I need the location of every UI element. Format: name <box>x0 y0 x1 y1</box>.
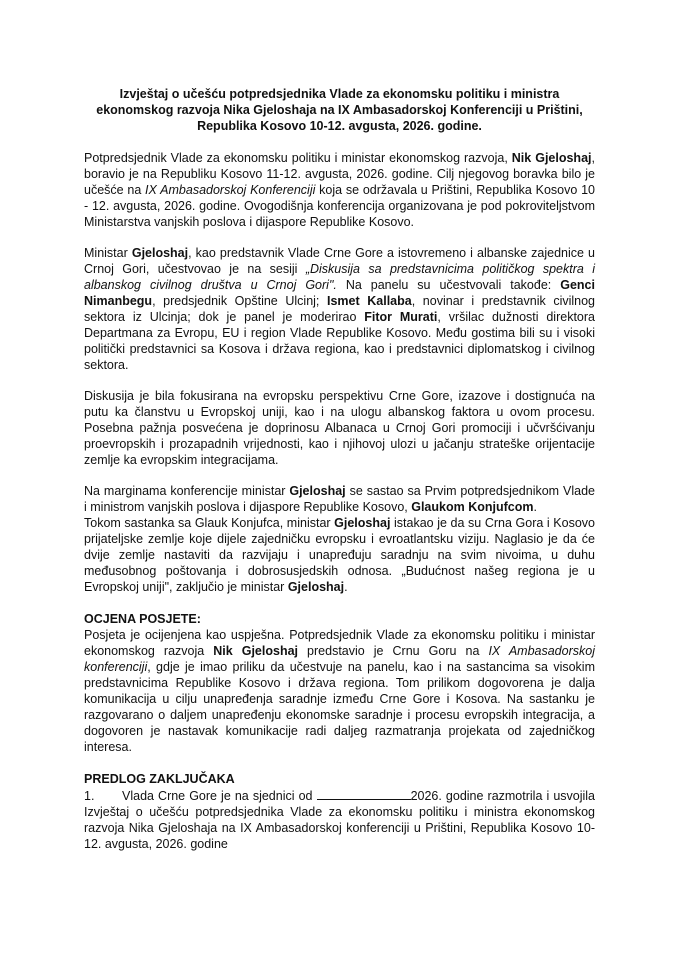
paragraph-discussion: Diskusija je bila fokusirana na evropsku perspektivu Crne Gore, izazove i dostignuća na putu ka članstvu u Evropskoj uniji, kao i na ulogu albanskog faktora u ovom procesu. Posebna pažnja posvećena je doprinosu Albanaca u Crnoj Gori promociji i učvršćivanju proevropskih i prozapadnih vrijednosti, kao i njihovoj ulozi u jačanju strateške orijentacije zemlje ka evropskim integracijama. <box>84 389 595 467</box>
text-run: , boravio je na Republiku Kosovo 11-12. avgusta, 2026. godine. Cilj njegovog boravka bilo je učešće na <box>84 151 595 197</box>
text-run: Na marginama konferencije ministar <box>84 484 290 498</box>
person-name: Gjeloshaj <box>287 580 345 594</box>
text-run: . <box>533 500 537 514</box>
person-name: Gjeloshaj <box>131 246 189 260</box>
paragraph-conclusion-1 <box>84 787 595 852</box>
list-number: 1. <box>84 789 95 803</box>
text-run: Potpredsjednik Vlade za ekonomsku politiku i ministar ekonomskog razvoja, <box>84 151 512 165</box>
person-name: Gjeloshaj <box>289 484 346 498</box>
title-line-3: Republika Kosovo 10-12. avgusta, 2026. godine. <box>197 119 482 133</box>
text-run: , predsjednik Opštine Ulcinj; <box>152 294 327 308</box>
text-run: . <box>344 580 348 594</box>
section-heading-conclusions: PREDLOG ZAKLJUČAKA <box>84 772 235 786</box>
text-run: Posjeta je ocijenjena kao uspješna. Potpredsjednik Vlade za ekonomsku politiku i ministar ekonomskog razvoja <box>84 628 595 658</box>
paragraph-intro <box>84 150 595 230</box>
text-run: istakao je da su Crna Gora i Kosovo prijateljske zemlje koje dijele zajedničku evropsku i evroatlantsku viziju. Naglasio je da će dvije zemlje nastaviti da razvijaju i unapređuju saradnju na svim nivoima, u duhu međusobnog poštovanja i dobrosusjedskih odnosa. „Budućnost našeg regiona je u Evropskoj uniji", zaključio je ministar <box>84 516 595 594</box>
person-name: Nik Gjeloshaj <box>213 644 299 658</box>
title-line-2: ekonomskog razvoja Nika Gjeloshaja na IX Ambasadorskoj Konferenciji u Prištini, <box>96 103 583 117</box>
session-name: „Diskusija sa predstavnicima političkog spektra i albanskog civilnog društva u Crnoj Gori". <box>84 262 595 292</box>
person-name: Fitor Murati <box>364 310 438 324</box>
text-run: , kao predstavnik Vlade Crne Gore a istovremeno i albanske zajednice u Crnoj Gori, učestvovao je na sesiji <box>84 246 595 276</box>
section-heading-assessment: OCJENA POSJETE: <box>84 612 201 626</box>
paragraph-meeting <box>84 515 595 595</box>
person-name: Genci Nimanbegu <box>84 278 595 308</box>
paragraph-assessment <box>84 627 595 755</box>
text-run: Ministar <box>84 246 132 260</box>
text-run: , novinar i predstavnik civilnog sektora iz Ulcinja; dok je panel je moderirao <box>84 294 596 324</box>
paragraph-margins <box>84 483 595 515</box>
event-name: IX Ambasadorskoj konferenciji <box>84 644 595 674</box>
date-blank-line <box>317 787 411 800</box>
text-run: , gdje je imao priliku da učestvuje na panelu, kao i na sastancima sa visokim predstavnicima Republike Kosovo i država regiona. Tom prilikom dogovorena je dalja komunikacija u cilju unapređenja saradnje između Crne Gore i Kosova. Na sastanku je razgovarano o daljem unapređenju ekonomske saradnje i procesu evropskih integracija, a dogovoren je nastavak komunikacije radi daljeg razmatranja projekata od zajedničkog interesa. <box>84 660 595 754</box>
document-title <box>84 86 595 134</box>
person-name: Glaukom Konjufcom <box>411 500 534 514</box>
person-name: Nik Gjeloshaj <box>511 151 592 165</box>
text-run: Vlada Crne Gore je na sjednici od <box>122 789 317 803</box>
person-name: Ismet Kallaba <box>327 294 412 308</box>
person-name: Gjeloshaj <box>334 516 391 530</box>
text-run: predstavio je Crnu Goru na <box>298 644 489 658</box>
text-run: koja se održavala u Prištini, Republika Kosovo 10 - 12. avgusta, 2026. godine. Ovogodišnja konferencija organizovana je pod pokroviteljstvom Ministarstva vanjskih poslova i dijaspore Republike Kosovo. <box>84 183 595 229</box>
text-run: Na panelu su učestvovali takođe: <box>336 278 561 292</box>
title-line-1: Izvještaj o učešću potpredsjednika Vlade za ekonomsku politiku i ministra <box>119 87 560 101</box>
text-run: se sastao sa Prvim potpredsjednikom Vlade i ministrom vanjskih poslova i dijaspore Republike Kosovo, <box>84 484 595 514</box>
event-name: IX Ambasadorskoj Konferenciji <box>145 183 316 197</box>
text-run: 2026. godine razmotrila i usvojila Izvještaj o učešću potpredsjednika Vlade za ekonomsku politiku i ministra ekonomskog razvoja Nika Gjeloshaja na IX Ambasadorskoj konferenciji u Prištini, Republika Kosovo 10-12. avgusta, 2026. godine <box>84 789 596 851</box>
paragraph-panel <box>84 245 595 373</box>
text-run: , vršilac dužnosti direktora Departmana za Evropu, EU i region Vlade Republike Kosovo. Među gostima bili su i visoki politički predstavnici sa Kosova i država regiona, kao i predstavnici diplomatskog i civilnog sektora. <box>84 310 595 372</box>
text-run: Tokom sastanka sa Glauk Konjufca, ministar <box>84 516 335 530</box>
